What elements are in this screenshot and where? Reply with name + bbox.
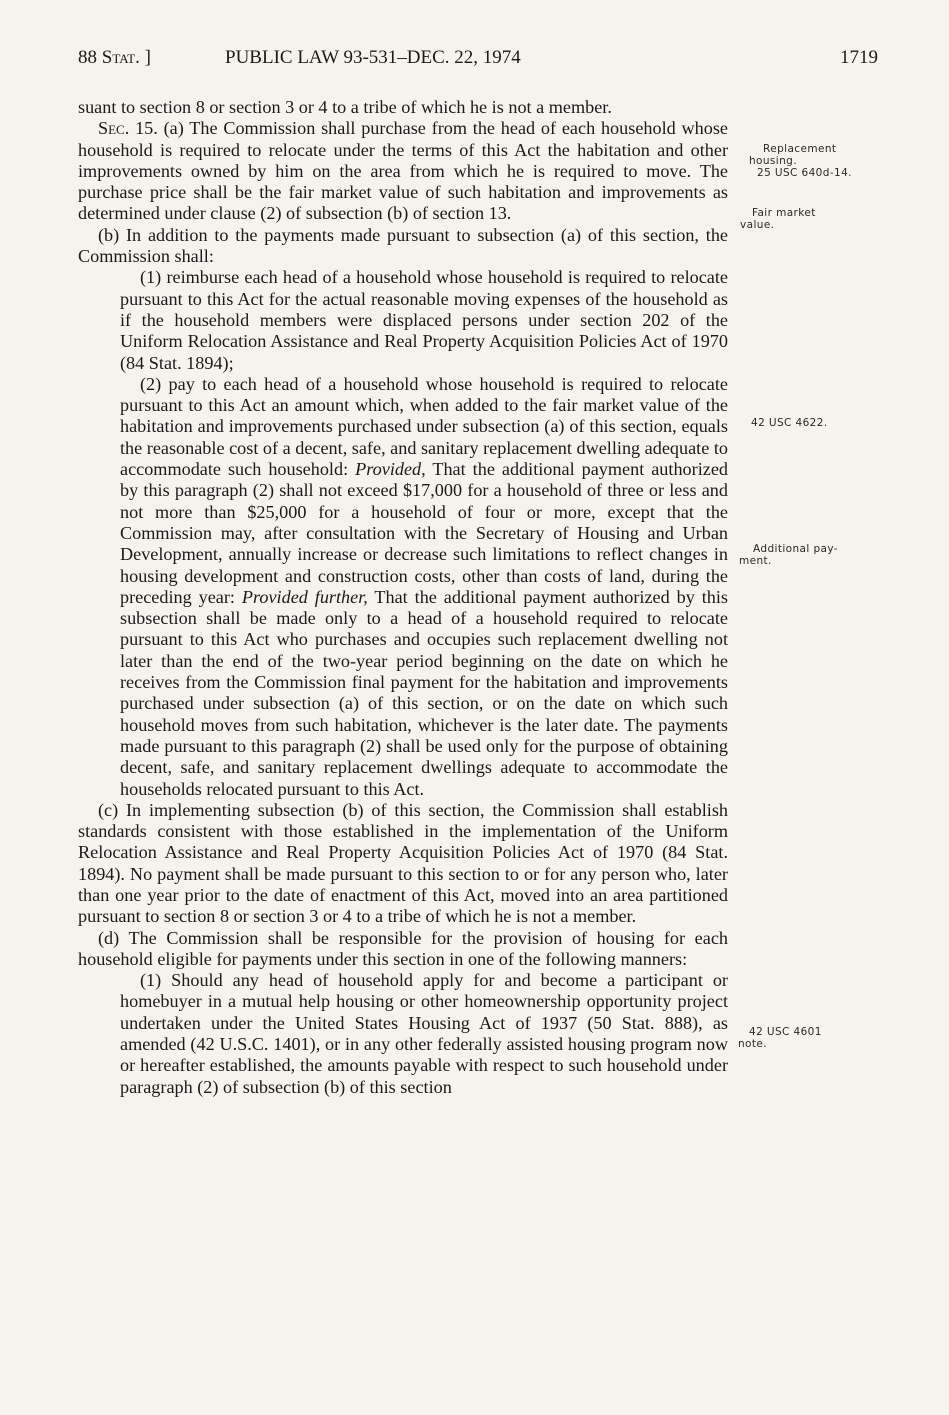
page-number: 1719 <box>840 47 878 68</box>
paragraph-b1: (1) reimburse each head of a household whose household is required to relocate pursuant to this Act for the actual reasonable moving expenses of the household as if the household members were displaced persons under section 202 of the Uniform Relocation Assistance and Real Property Acquisition Policies Act of 1970 (84 Stat. 1894); <box>120 267 728 373</box>
margin-note-replacement-housing <box>749 143 852 179</box>
section-label: Sec. 15. <box>98 118 158 139</box>
paragraph-subsection-d: (d) The Commission shall be responsible for the provision of housing for each household eligible for payments under this section in one of the following manners: <box>78 927 728 969</box>
paragraph-subsection-c: (c) In implementing subsection (b) of this section, the Commission shall establish standards consistent with those established in the implementation of the Uniform Relocation Assistance and Real Property Acquisition Policies Act of 1970 (84 Stat. 1894). No payment shall be made pursuant to this section to or for any person who, later than one year prior to the date of enactment of this Act, moved into an area partitioned pursuant to section 8 or section 3 or 4 to a tribe of which he is not a member. <box>78 799 728 927</box>
paragraph-b2 <box>120 374 728 800</box>
margin-note-42-usc-4622 <box>751 417 828 429</box>
paragraph-section-15a <box>78 118 728 224</box>
margin-note-line: Additional pay- <box>753 543 838 555</box>
margin-note-fair-market-value <box>740 207 816 231</box>
b2-text-b: That the additional payment authorized by this paragraph (2) shall not exceed $17,000 for a household of three or less and not more than $25,000 for a household of four or more, except that the Commission may, after consultation with the Secretary of Housing and Urban Development, annually increase or decrease such limitations to reflect changes in housing development and construction costs, other than costs of land, during the preceding year: <box>120 459 728 607</box>
margin-note-line: ment. <box>739 555 772 567</box>
margin-note-line: value. <box>740 219 775 231</box>
paragraph-subsection-b: (b) In addition to the payments made pursuant to subsection (a) of this section, the Commission shall: <box>78 224 728 267</box>
margin-note-line: note. <box>738 1038 767 1050</box>
margin-note-42-usc-4601 <box>738 1026 822 1050</box>
body-text <box>78 97 728 1098</box>
b2-text-a: (2) pay to each head of a household whose household is required to relocate pursuant to this Act an amount which, when added to the fair market value of the habitation and improvements purchased under subsection (a) of this section, equals the reasonable cost of a decent, safe, and sanitary replacement dwelling adequate to accommodate such household: <box>120 373 729 480</box>
paragraph-d1: (1) Should any head of household apply for and become a participant or homebuyer in a mutual help housing or other homeownership opportunity project undertaken under the United States Housing Act of 1937 (50 Stat. 888), as amended (42 U.S.C. 1401), or in any other federally assisted housing program now or hereafter established, the amounts payable with respect to such household under paragraph (2) of subsection (b) of this section <box>120 970 728 1097</box>
margin-note-line: 25 USC 640d-14. <box>757 167 852 179</box>
b2-text-c: That the additional payment authorized by this subsection shall be made only to a head of a household required to relocate pursuant to this Act who purchases and occupies such replacement dwelling not later than the end of the two-year period beginning on the date on which he receives from the Commission final payment for the habitation and improvements purchased under subsection (a) of this section, or on the date on which such household moves from such habitation, whichever is the later date. The payments made pursuant to this paragraph (2) shall be used only for the purpose of obtaining decent, safe, and sanitary replacement dwellings adequate to accommodate the households relocated pursuant to this Act. <box>120 586 728 799</box>
header-title: PUBLIC LAW 93-531–DEC. 22, 1974 <box>225 47 521 68</box>
margin-note-line: 42 USC 4601 <box>749 1026 822 1038</box>
margin-note-line: Replacement <box>763 143 837 155</box>
margin-note-line: 42 USC 4622. <box>751 417 828 429</box>
provided-further-italic: Provided further, <box>241 586 368 607</box>
section-15a-text: (a) The Commission shall purchase from the head of each household whose household is required to relocate under the terms of this Act the habitation and other improvements owned by him on the area from which he is required to move. The purchase price shall be the fair market value of such habitation and improvements as determined under clause (2) of subsection (b) of section 13. <box>78 118 728 224</box>
provided-italic: Provided, <box>355 459 426 480</box>
margin-note-line: Fair market <box>752 207 816 219</box>
margin-note-line: housing. <box>749 155 797 167</box>
paragraph-continuation: suant to section 8 or section 3 or 4 to a tribe of which he is not a member. <box>78 97 612 117</box>
page-header <box>78 47 878 75</box>
margin-note-additional-payment <box>739 543 838 567</box>
header-stat-reference: 88 Stat. ] <box>78 47 151 68</box>
